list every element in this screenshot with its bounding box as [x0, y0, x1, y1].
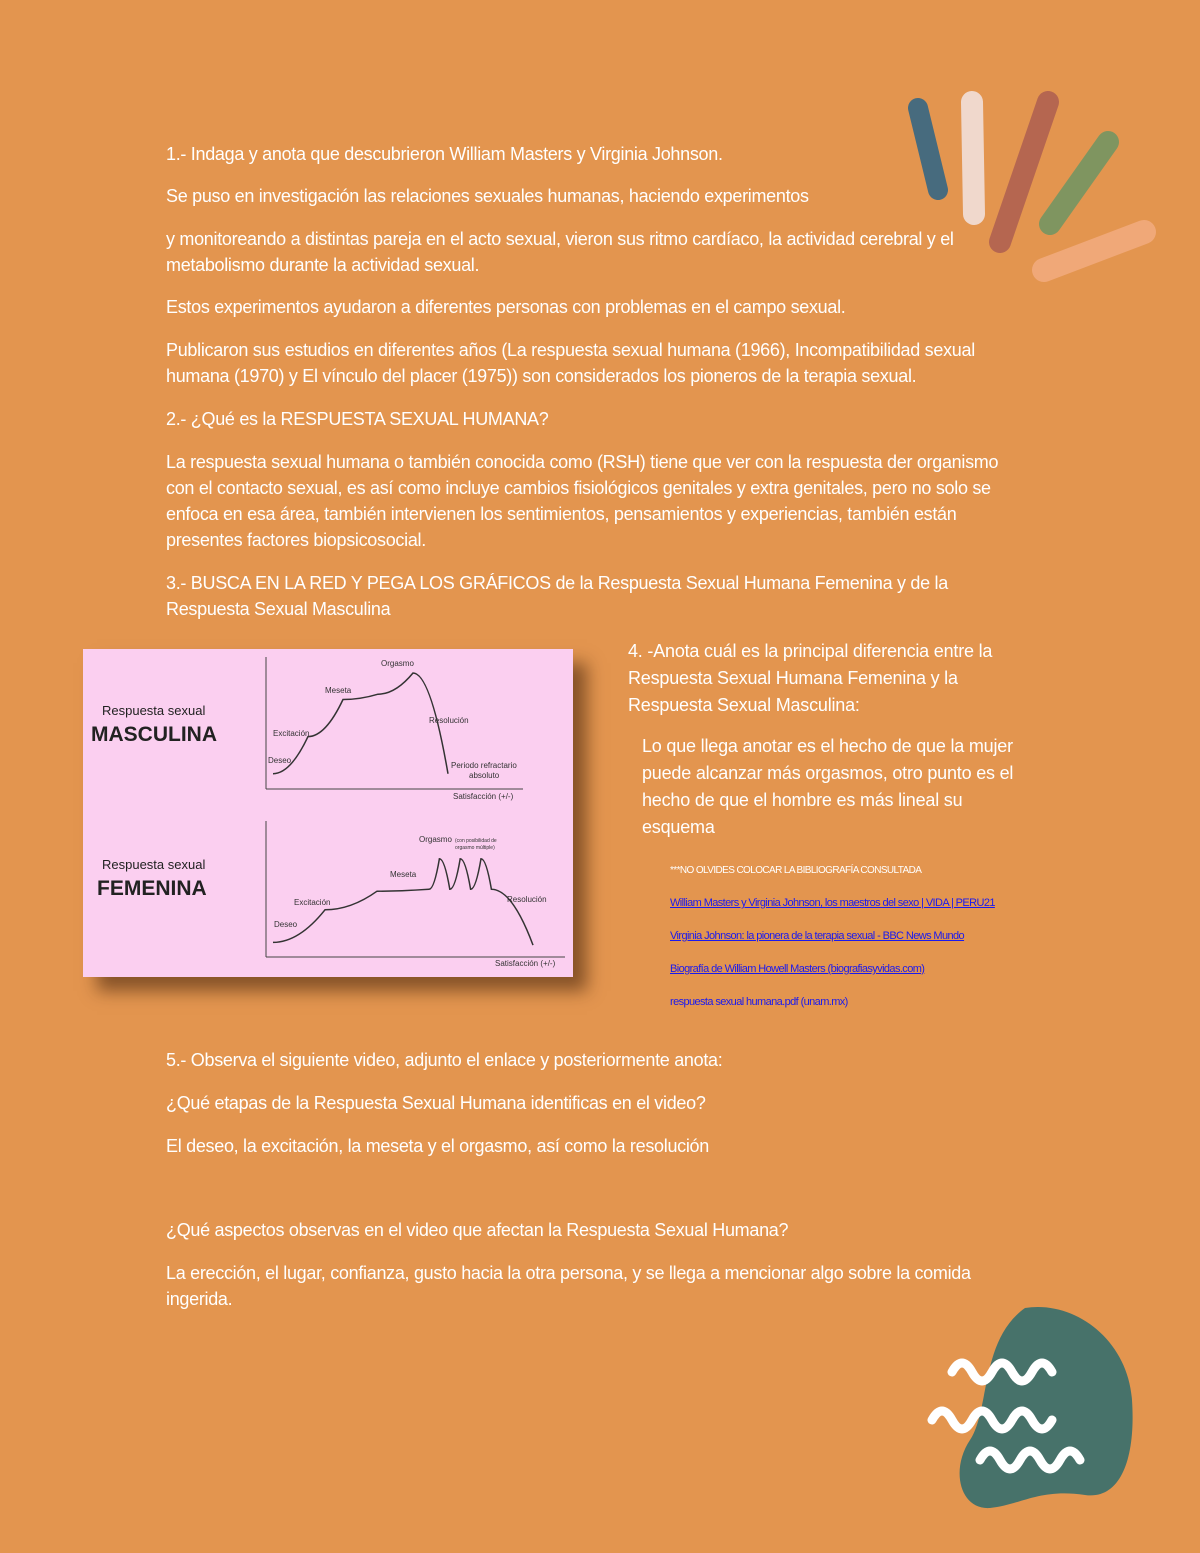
reference-link-2	[670, 929, 1090, 943]
reference-link-unam: respuesta sexual humana.pdf (unam.mx)	[670, 996, 848, 1008]
fem-title-small: Respuesta sexual	[102, 857, 206, 872]
masc-xlabel: Satisfacción (+/-)	[453, 792, 514, 801]
q1-paragraph-1: Se puso en investigación las relaciones sexuales humanas, haciendo experimentos	[166, 186, 809, 206]
fem-label-excitacion: Excitación	[294, 898, 331, 907]
q5-answer-1: El deseo, la excitación, la meseta y el orgasmo, así como la resolución	[166, 1136, 709, 1156]
fem-label-resolucion: Resolución	[507, 895, 547, 904]
q1-paragraph-2: y monitoreando a distintas pareja en el acto sexual, vieron sus ritmo cardíaco, la actividad cerebral y el metabolismo durante la actividad sexual.	[166, 229, 954, 275]
fem-label-multiple: orgasmo múltiple)	[455, 845, 495, 851]
masc-label-orgasmo: Orgasmo	[381, 659, 414, 668]
q4-question: 4. -Anota cuál es la principal diferencia entre la Respuesta Sexual Humana Femenina y la Respuesta Sexual Masculina:	[628, 641, 993, 715]
q1-question: 1.- Indaga y anota que descubrieron William Masters y Virginia Johnson.	[166, 144, 723, 164]
peach-stroke	[1044, 232, 1144, 270]
fem-label-orgasmo: Orgasmo	[419, 835, 452, 844]
reference-link-4	[670, 995, 1090, 1009]
fem-label-posibilidad: (con posibilidad de	[455, 838, 497, 844]
masc-title-small: Respuesta sexual	[102, 703, 206, 718]
rsh-graphs-figure	[83, 649, 573, 977]
q5-sub-question-1: ¿Qué etapas de la Respuesta Sexual Humana identificas en el video?	[166, 1093, 706, 1113]
teal-blob-decoration	[910, 1300, 1160, 1520]
masc-curve	[273, 673, 448, 774]
masc-label-refractario: Periodo refractario	[451, 761, 517, 770]
q4-answer: Lo que llega anotar es el hecho de que la mujer puede alcanzar más orgasmos, otro punto es el hecho de que el hombre es más lineal su esquema	[642, 736, 1014, 837]
q5-sub-question-2: ¿Qué aspectos observas en el video que afectan la Respuesta Sexual Humana?	[166, 1220, 789, 1240]
masc-title-big: MASCULINA	[91, 723, 217, 746]
q2-question: 2.- ¿Qué es la RESPUESTA SEXUAL HUMANA?	[166, 409, 549, 429]
masc-label-excitacion: Excitación	[273, 729, 310, 738]
q5-answer-2: La erección, el lugar, confianza, gusto hacia la otra persona, y se llega a mencionar algo sobre la comida ingerida.	[166, 1263, 971, 1309]
q5-question: 5.- Observa el siguiente video, adjunto el enlace y posteriormente anota:	[166, 1050, 723, 1070]
masc-label-resolucion: Resolución	[429, 716, 469, 725]
rsh-graphs-svg	[83, 649, 573, 977]
q1-paragraph-3: Estos experimentos ayudaron a diferentes personas con problemas en el campo sexual.	[166, 297, 846, 317]
masc-label-meseta: Meseta	[325, 686, 352, 695]
q2-answer: La respuesta sexual humana o también conocida como (RSH) tiene que ver con la respuesta der organismo con el contacto sexual, es así como incluye cambios fisiológicos genitales y extra genitales, pero no solo se enfoca en esa área, también intervienen los sentimientos, pensamientos y experiencias, también están presentes factores biopsicosocial.	[166, 452, 999, 550]
q3-question: 3.- BUSCA EN LA RED Y PEGA LOS GRÁFICOS de la Respuesta Sexual Humana Femenina y de la Respuesta Sexual Masculina	[166, 573, 948, 619]
reference-link-3	[670, 962, 1090, 976]
reference-link-bbc[interactable]: Virginia Johnson: la pionera de la terapia sexual - BBC News Mundo	[670, 930, 965, 942]
fem-label-meseta: Meseta	[390, 870, 417, 879]
q1-paragraph-4: Publicaron sus estudios en diferentes años (La respuesta sexual humana (1966), Incompatibilidad sexual humana (1970) y El vínculo del placer (1975)) son considerados los pioneros de la terapia sexual.	[166, 340, 975, 386]
masc-label-absoluto: absoluto	[469, 771, 500, 780]
fem-xlabel: Satisfacción (+/-)	[495, 959, 556, 968]
masc-label-deseo: Deseo	[268, 756, 292, 765]
reference-link-1	[670, 896, 1090, 910]
reference-link-peru21[interactable]: William Masters y Virginia Johnson, los maestros del sexo | VIDA | PERU21	[670, 897, 995, 909]
olive-stroke	[1050, 142, 1108, 224]
references-note: ***NO OLVIDES COLOCAR LA BIBLIOGRAFÍA CONSULTADA	[670, 865, 922, 876]
fem-title-big: FEMENINA	[97, 877, 207, 900]
reference-link-biografias[interactable]: Biografía de William Howell Masters (biografiasyvidas.com)	[670, 963, 925, 975]
fem-label-deseo: Deseo	[274, 920, 298, 929]
